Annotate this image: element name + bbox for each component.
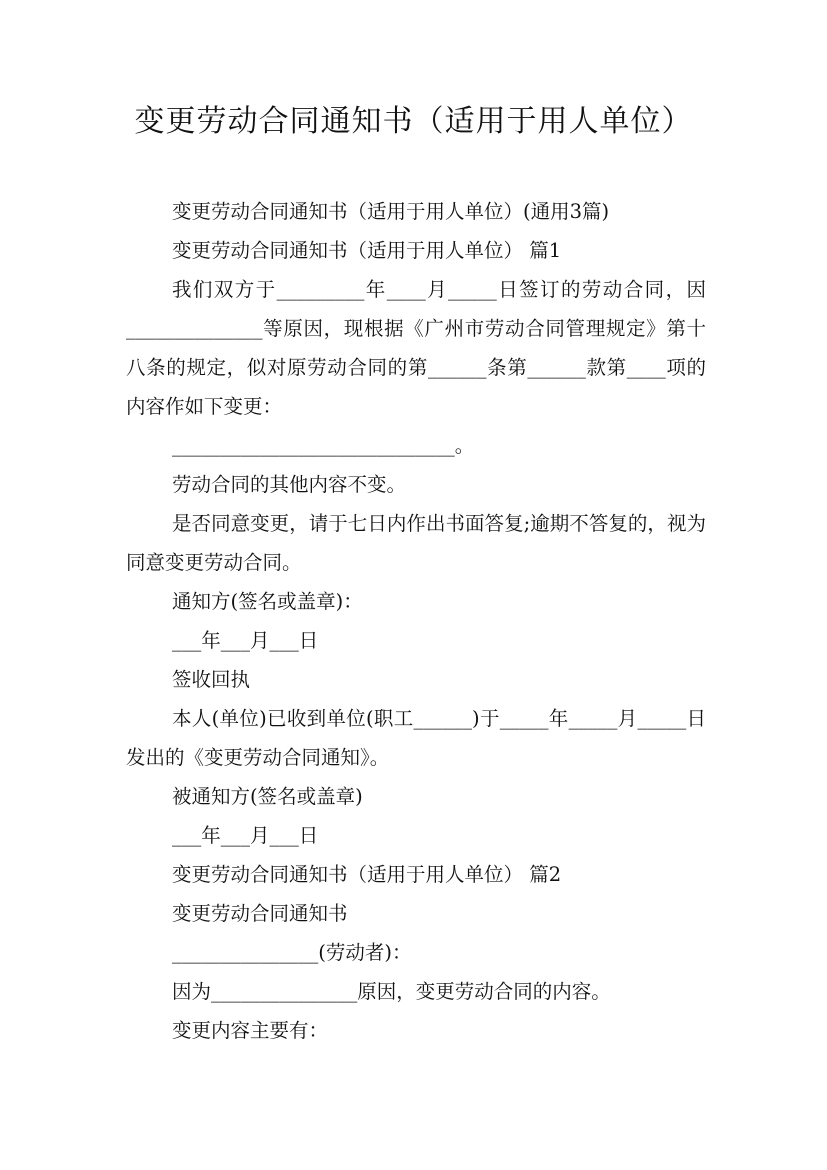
document-body: [126, 192, 706, 1050]
paragraph-recipient-signature: 被通知方(签名或盖章): [172, 785, 363, 808]
paragraph-heading: 变更劳动合同通知书（适用于用人单位）(通用3篇): [172, 200, 610, 223]
document-title: 变更劳动合同通知书（适用于用人单位）: [134, 104, 693, 139]
paragraph-notice-title: 变更劳动合同通知书: [172, 902, 348, 925]
paragraph-contract-change: 我们双方于_________年____月_____日签订的劳动合同，因______________等原因，现根据《广州市劳动合同管理规定》第十八条的规定，似对原劳动合同的第______条第______款第____项的内容作如下变更：: [126, 278, 706, 418]
paragraph-blank-line: _____________________________。: [172, 434, 475, 457]
paragraph-reason: 因为_______________原因，变更劳动合同的内容。: [172, 980, 611, 1003]
paragraph-date-2: ___年___月___日: [172, 824, 319, 847]
section-heading-2: 变更劳动合同通知书（适用于用人单位） 篇2: [172, 863, 562, 886]
paragraph-reply-request: 是否同意变更，请于七日内作出书面答复;逾期不答复的，视为同意变更劳动合同。: [126, 512, 706, 574]
paragraph-other-unchanged: 劳动合同的其他内容不变。: [172, 473, 407, 496]
paragraph-notifier-signature: 通知方(签名或盖章)：: [172, 590, 363, 613]
paragraph-date-1: ___年___月___日: [172, 629, 319, 652]
paragraph-receipt-title: 签收回执: [172, 668, 251, 691]
section-heading-1: 变更劳动合同通知书（适用于用人单位） 篇1: [172, 239, 562, 262]
paragraph-worker-blank: _______________(劳动者)：: [172, 941, 412, 964]
paragraph-main-changes: 变更内容主要有：: [172, 1019, 329, 1042]
paragraph-receipt-body: 本人(单位)已收到单位(职工______)于_____年_____月_____日发出的《变更劳动合同通知》。: [126, 707, 706, 769]
